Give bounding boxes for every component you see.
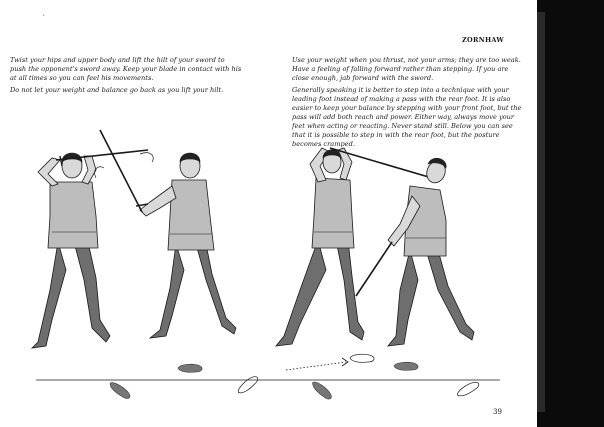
right-paragraph-1: Use your weight when you thrust, not your arms; they are too weak. Have a feeling of falling forward rather than stepping. If you are close enough, jab forward with the sword. [292,56,521,82]
left-paragraph-1: Twist your hips and upper body and lift the hilt of your sword to push the opponent's sword away. Keep your blade in contact with his at all times so you can feel his movements. [10,56,242,82]
page-number: 39 [493,408,502,416]
right-fighter-b [356,158,474,346]
left-scene [32,130,260,401]
right-paragraph-2: Generally speaking it is better to step into a technique with your leading foot instead of making a pass with the rear foot. It is also easier to keep your balance by stepping with your front foot, but the pass will add both reach and power. Either way, always move your feet when acting or reacting. Never stand still. Below you can see that it is possible to step in with the rear foot, but the posture becomes cramped. [292,86,522,148]
left-fighter-b [100,130,236,338]
scan-page-edge [537,12,545,412]
scan-mark: ` [42,14,46,23]
left-fighter-a [32,150,148,348]
running-head: ZORNHAW [462,36,505,44]
left-paragraph-2: Do not let your weight and balance go back as you lift your hilt. [10,86,224,94]
sword-fighting-illustration [0,120,537,405]
right-scene [276,148,480,401]
scan-dark-edge [537,0,604,427]
